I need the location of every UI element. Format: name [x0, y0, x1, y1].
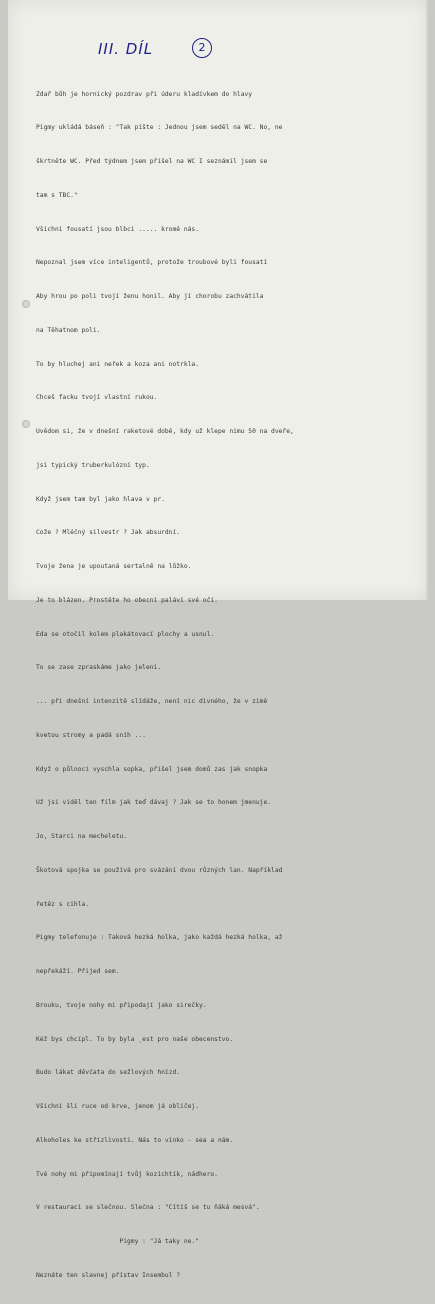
- typewritten-text: [36, 66, 396, 1304]
- text-line: V restauraci se slečnou. Slečna : "Cítíš se tu ňáká mesvá".: [36, 1204, 260, 1212]
- text-line: Škotová spojka se používá pro svázání dvou různých lan. Například: [36, 866, 283, 874]
- text-line: Všichni šli ruce od krve, jenom já obličej.: [36, 1103, 200, 1110]
- text-line: škrtněte WC. Před týdnem jsem přišel na WC I seznámil jsem se: [36, 158, 268, 165]
- text-line: Všichni fousatí jsou blbci ..... kromě nás.: [36, 225, 200, 233]
- text-line: Tvoje žena je upoutaná sertalně na lůžko.: [36, 563, 192, 570]
- text-line: nepřekáží. Přijed sem.: [36, 968, 120, 975]
- text-line: Alkoholes ke střízlivosti. Nás to vínko - sea a nám.: [36, 1136, 234, 1144]
- text-line: Jo, Starci na mecheletu.: [36, 833, 127, 840]
- punch-hole-bottom: [22, 420, 30, 428]
- text-line: Brouku, tvoje nohy mi připodají jako sirečky.: [36, 1001, 207, 1009]
- text-line: To se zase zpraskáme jako jeleni.: [36, 664, 162, 672]
- text-line: jsi typický truberkulózní typ.: [36, 461, 150, 469]
- page-edge: [426, 0, 428, 600]
- text-line: Pigmy telefonuje : Taková hezká holka, jako každá hezká holka, až: [36, 934, 283, 942]
- text-line: Je to blázen. Prostěte ho obecní paláví své oči.: [36, 596, 218, 604]
- text-line: kvetou stromy a padá sníh ...: [36, 731, 146, 739]
- text-line: Aby hrou po poli tvojí ženu honil. Aby jí chorobu zachvátila: [36, 293, 264, 300]
- text-line: Uvědom si, že v dnešní raketové době, kdy už klepe nimu 50 na dveře,: [36, 428, 294, 435]
- text-line: Kéž bys chcípl. To by byla ¸est pro naše obecenstvo.: [36, 1035, 234, 1043]
- text-line: Zdař bůh je hornický pozdrav při úderu kladívkem do hlavy: [36, 90, 253, 98]
- text-line: To by hluchej ani neřek a koza ani notrkla.: [36, 360, 200, 368]
- text-line: Nepoznal jsem více inteligentů, protože troubové byli fousatí: [36, 259, 268, 267]
- text-line: řetěz s cihla.: [36, 900, 90, 908]
- text-line: Když o půlnoci vyschla sopka, přišel jsem domů zas jak snopka: [36, 765, 268, 773]
- text-line: Už jsi viděl ten film jak teď dávaj ? Jak se to honem jmenuje.: [36, 799, 272, 807]
- document-page: [8, 0, 428, 1279]
- section-header: III. DÍL: [98, 40, 154, 58]
- text-line: Cože ? Mléčný silvestr ? Jak absurdní.: [36, 529, 181, 537]
- punch-hole-top: [22, 300, 30, 308]
- text-line: Pigmy : "Já taky ne.": [36, 1238, 200, 1245]
- page-number: 2: [192, 38, 212, 58]
- text-line: Eda se otočil kolem plakátovací plochy a usnul.: [36, 630, 215, 638]
- text-line: Budo lákat děvčata do sežlových hnízd.: [36, 1069, 181, 1077]
- text-line: Chceš facku tvojí vlastní rukou.: [36, 394, 158, 402]
- text-line: ... při dnešní intenzitě slídáže, není nic divného, že v zimě: [36, 698, 268, 705]
- text-line: Pigmy ukládá báseň : "Tak píšte : Jednou jsem seděl na WC. No, ne: [36, 124, 283, 132]
- text-line: Když jsem tam byl jako hlava v pr.: [36, 495, 165, 503]
- text-line: Neznáte ten slavnej přístav Insembul ?: [36, 1271, 181, 1279]
- text-line: tam s TBC.": [36, 191, 78, 199]
- text-line: Tvé nohy mi připomínají tvůj kozíchtík, nádhero.: [36, 1170, 218, 1178]
- text-line: na Těhatnom poli.: [36, 326, 101, 334]
